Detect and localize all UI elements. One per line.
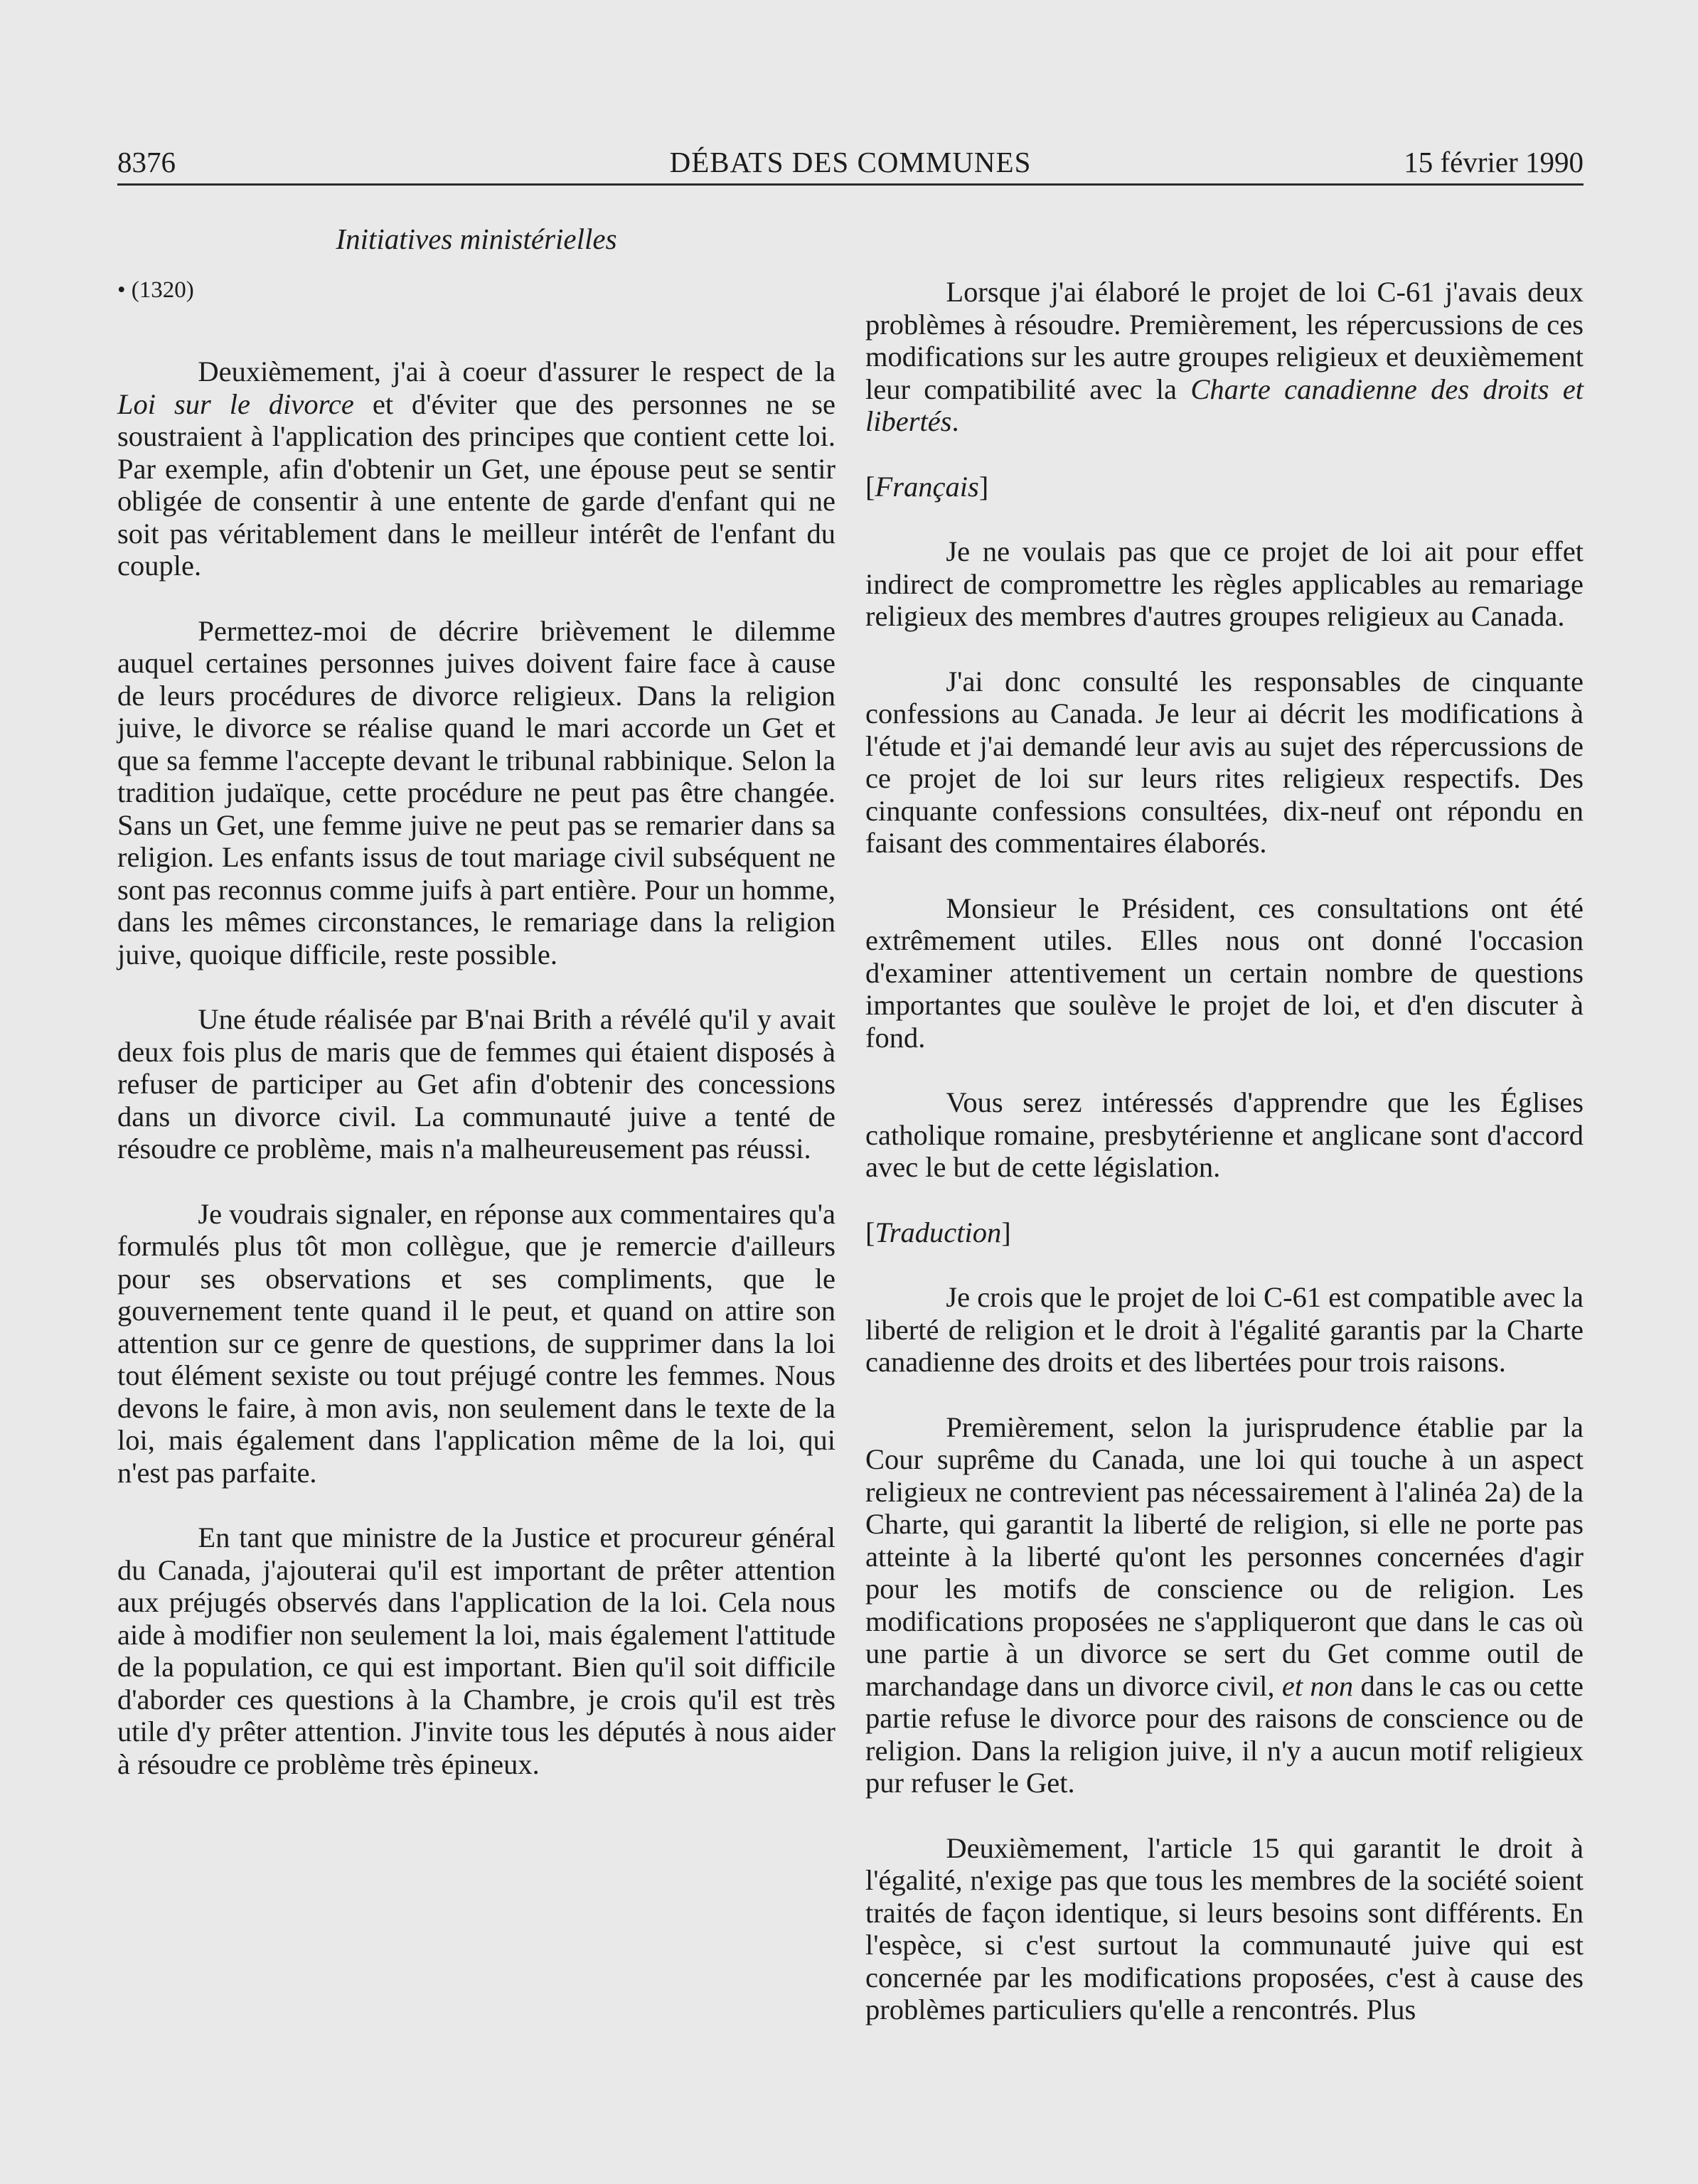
paragraph: Je voudrais signaler, en réponse aux commentaires qu'a formulés plus tôt mon collègue, que je remercie d'ailleurs pour ses observations et ses compliments, que le gouvernement tente quand il le peut, et quand on attire son attention sur ce genre de questions, de supprimer dans la loi tout élément sexiste ou tout préjugé contre les femmes. Nous devons le faire, à mon avis, non seulement dans le texte de la loi, mais également dans l'application même de la loi, qui n'est pas parfaite. bbox=[117, 1197, 835, 1489]
paragraph-text: Premièrement, selon la jurisprudence établie par la Cour suprême du Canada, une loi qui touche à un aspect religieux ne contrevient pas nécessairement à l'alinéa 2a) de la Charte, qui garantit la liberté de religion, si elle ne porte pas atteinte à la liberté qu'ont les personnes concernées d'agir pour les motifs de conscience ou de religion. Les modifications proposées ne s'appliqueront que dans le cas où une partie à un divorce se sert du Get comme outil de marchandage dans un divorce civil, bbox=[865, 1410, 1584, 1702]
paragraph: En tant que ministre de la Justice et procureur général du Canada, j'ajouterai qu'il est important de prêter attention aux préjugés observés dans l'application de la loi. Cela nous aide à modifier non seulement la loi, mais également l'attitude de la population, ce qui est important. Bien qu'il soit difficile d'aborder ces questions à la Chambre, je crois qu'il est très utile d'y prêter attention. J'invite tous les députés à nous aider à résoudre ce problème très épineux. bbox=[117, 1521, 835, 1780]
paragraph: Je ne voulais pas que ce projet de loi ait pour effet indirect de compromettre les règles applicables au remariage religieux des membres d'autres groupes religieux au Canada. bbox=[865, 535, 1584, 632]
paragraph-text: et d'éviter que des personnes ne se soustraient à l'application des principes que contient cette loi. Par exemple, afin d'obtenir un Get, une épouse peut se sentir obligée de consentir à une entente de garde d'enfant qui ne soit pas véritablement dans le meilleur intérêt de l'enfant du couple. bbox=[117, 387, 835, 582]
paragraph: Monsieur le Président, ces consultations ont été extrêmement utiles. Elles nous ont donné l'occasion d'examiner attentivement un certain nombre de questions importantes que soulève le projet de loi, et d'en discuter à fond. bbox=[865, 892, 1584, 1054]
paragraph-text: dans le cas ou cette partie refuse le divorce pour des raisons de conscience ou de religion. Dans la religion juive, il n'y a aucun motif religieux pur refuser le Get. bbox=[865, 1669, 1584, 1799]
language-label: Traduction bbox=[875, 1216, 1002, 1248]
paragraph-text: . bbox=[951, 405, 959, 437]
time-marker: • (1320) bbox=[117, 277, 194, 303]
italic-text: Charte canadienne des droits et libertés bbox=[865, 373, 1584, 437]
paragraph-text: Lorsque j'ai élaboré le projet de loi C-61 j'avais deux problèmes à résoudre. Premièrement, les répercussions de ces modifications sur les autre groupes religieux et deuxièmement leur compatibilité avec la bbox=[865, 276, 1584, 405]
section-heading: Initiatives ministérielles bbox=[336, 223, 617, 255]
language-marker: [Français] bbox=[865, 470, 989, 503]
italic-text: Loi sur le divorce bbox=[117, 387, 354, 420]
paragraph: Permettez-moi de décrire brièvement le dilemme auquel certaines personnes juives doivent faire face à cause de leurs procédures de divorce religieux. Dans la religion juive, le divorce se réalise quand le mari accorde un Get et que sa femme l'accepte devant le tribunal rabbinique. Selon la tradition judaïque, cette procédure ne peut pas être changée. Sans un Get, une femme juive ne peut pas se remarier dans sa religion. Les enfants issus de tout mariage civil subséquent ne sont pas reconnus comme juifs à part entière. Pour un homme, dans les mêmes circonstances, le remariage dans la religion juive, quoique difficile, reste possible. bbox=[117, 614, 836, 970]
paragraph: Je crois que le projet de loi C-61 est compatible avec la liberté de religion et le droit à l'égalité garantis par la Charte canadienne des droits et des libertées pour trois raisons. bbox=[865, 1281, 1584, 1378]
paragraph: Deuxièmement, l'article 15 qui garantit le droit à l'égalité, n'exige pas que tous les membres de la société soient traités de façon identique, si leurs besoins sont différents. En l'espèce, si c'est surtout la communauté juive qui est concernée par les modifications proposées, c'est à cause des problèmes particuliers qu'elle a rencontrés. Plus bbox=[865, 1831, 1584, 2025]
publication-date: 15 février 1990 bbox=[1404, 146, 1584, 178]
paragraph: Vous serez intéressés d'apprendre que les Églises catholique romaine, presbytérienne et anglicane sont d'accord avec le but de cette législation. bbox=[865, 1086, 1584, 1183]
paragraph-text: Deuxièmement, j'ai à coeur d'assurer le respect de la bbox=[198, 355, 835, 387]
italic-text: et non bbox=[1281, 1669, 1354, 1702]
publication-title: DÉBATS DES COMMUNES bbox=[669, 146, 1032, 178]
paragraph bbox=[117, 355, 835, 582]
page-number: 8376 bbox=[117, 146, 176, 178]
paragraph bbox=[865, 276, 1584, 438]
paragraph: J'ai donc consulté les responsables de cinquante confessions au Canada. Je leur ai décrit les modifications à l'étude et j'ai demandé leur avis au sujet des répercussions de ce projet de loi sur leurs rites religieux respectifs. Des cinquante confessions consultées, dix-neuf ont répondu en faisant des commentaires élaborés. bbox=[865, 665, 1584, 859]
paragraph bbox=[865, 1411, 1584, 1799]
right-column bbox=[865, 276, 1584, 2026]
paragraph: Une étude réalisée par B'nai Brith a révélé qu'il y avait deux fois plus de maris que de femmes qui étaient disposés à refuser de participer au Get afin d'obtenir des concessions dans un divorce civil. La communauté juive a tenté de résoudre ce problème, mais n'a malheureusement pas réussi. bbox=[117, 1003, 835, 1165]
left-column bbox=[117, 276, 835, 1780]
language-label: Français bbox=[875, 470, 979, 503]
page-header bbox=[117, 141, 1584, 186]
language-marker: [Traduction] bbox=[865, 1216, 1011, 1248]
